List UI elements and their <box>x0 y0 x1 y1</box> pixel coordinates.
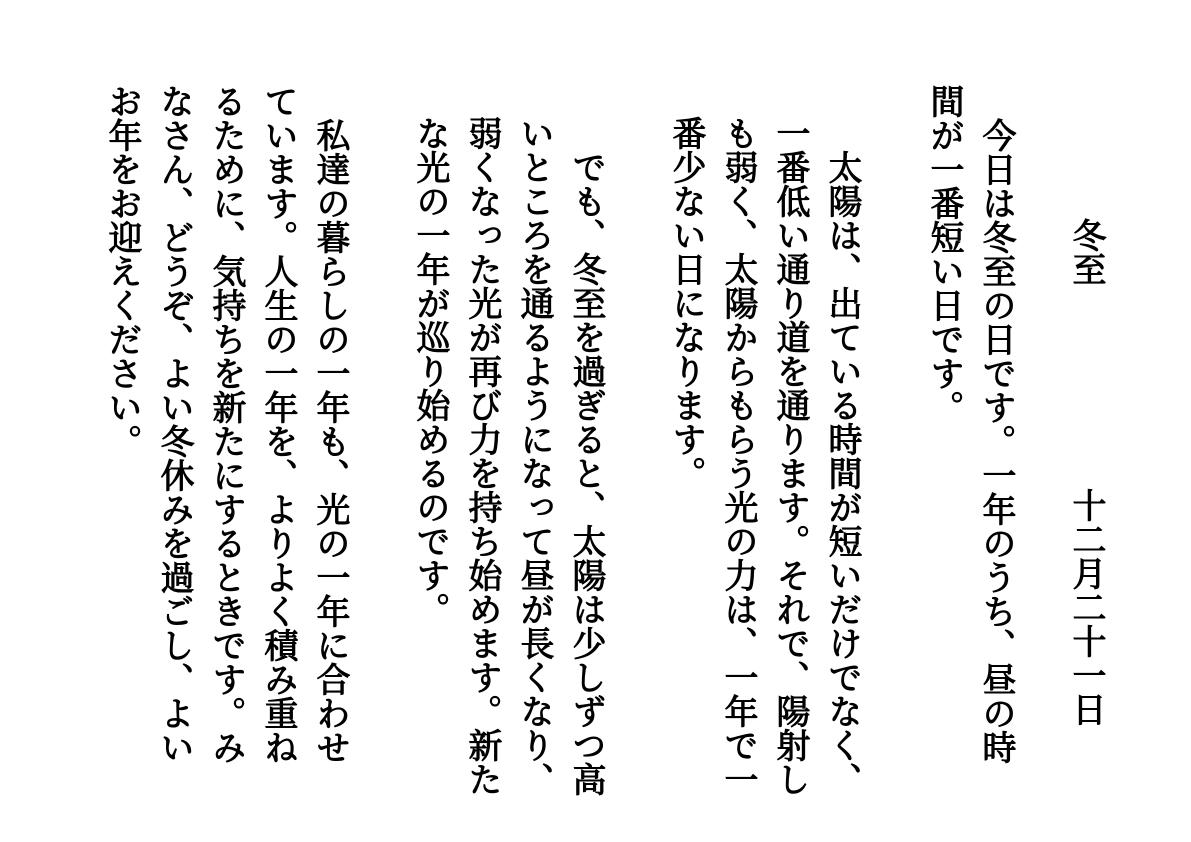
paragraph-4: 私達の暮らしの一年も、光の一年に合わせています。人生の一年を、よりよく積み重ねるために、気持ちを新たにするときです。みなさん、どうぞ、よい冬休みを過ごし、よいお年をお迎えください。 <box>102 84 350 764</box>
document-date: 十二月二十一日 <box>1066 488 1106 726</box>
paragraph-3: でも、冬至を過ぎると、太陽は少しずつ高いところを通るようになって昼が長くなり、弱くなった光が再び力を持ち始めます。新たな光の一年が巡り始めるのです。 <box>410 116 606 796</box>
document-title: 冬至 <box>1066 218 1106 286</box>
paragraph-1: 今日は冬至の日です。一年のうち、昼の時間が一番短い日です。 <box>924 84 1016 764</box>
paragraph-2: 太陽は、出ている時間が短いだけでなく、一番低い通り道を通ります。それで、陽射しも弱く、太陽からもらう光の力は、一年で一番少ない日になります。 <box>666 116 862 796</box>
